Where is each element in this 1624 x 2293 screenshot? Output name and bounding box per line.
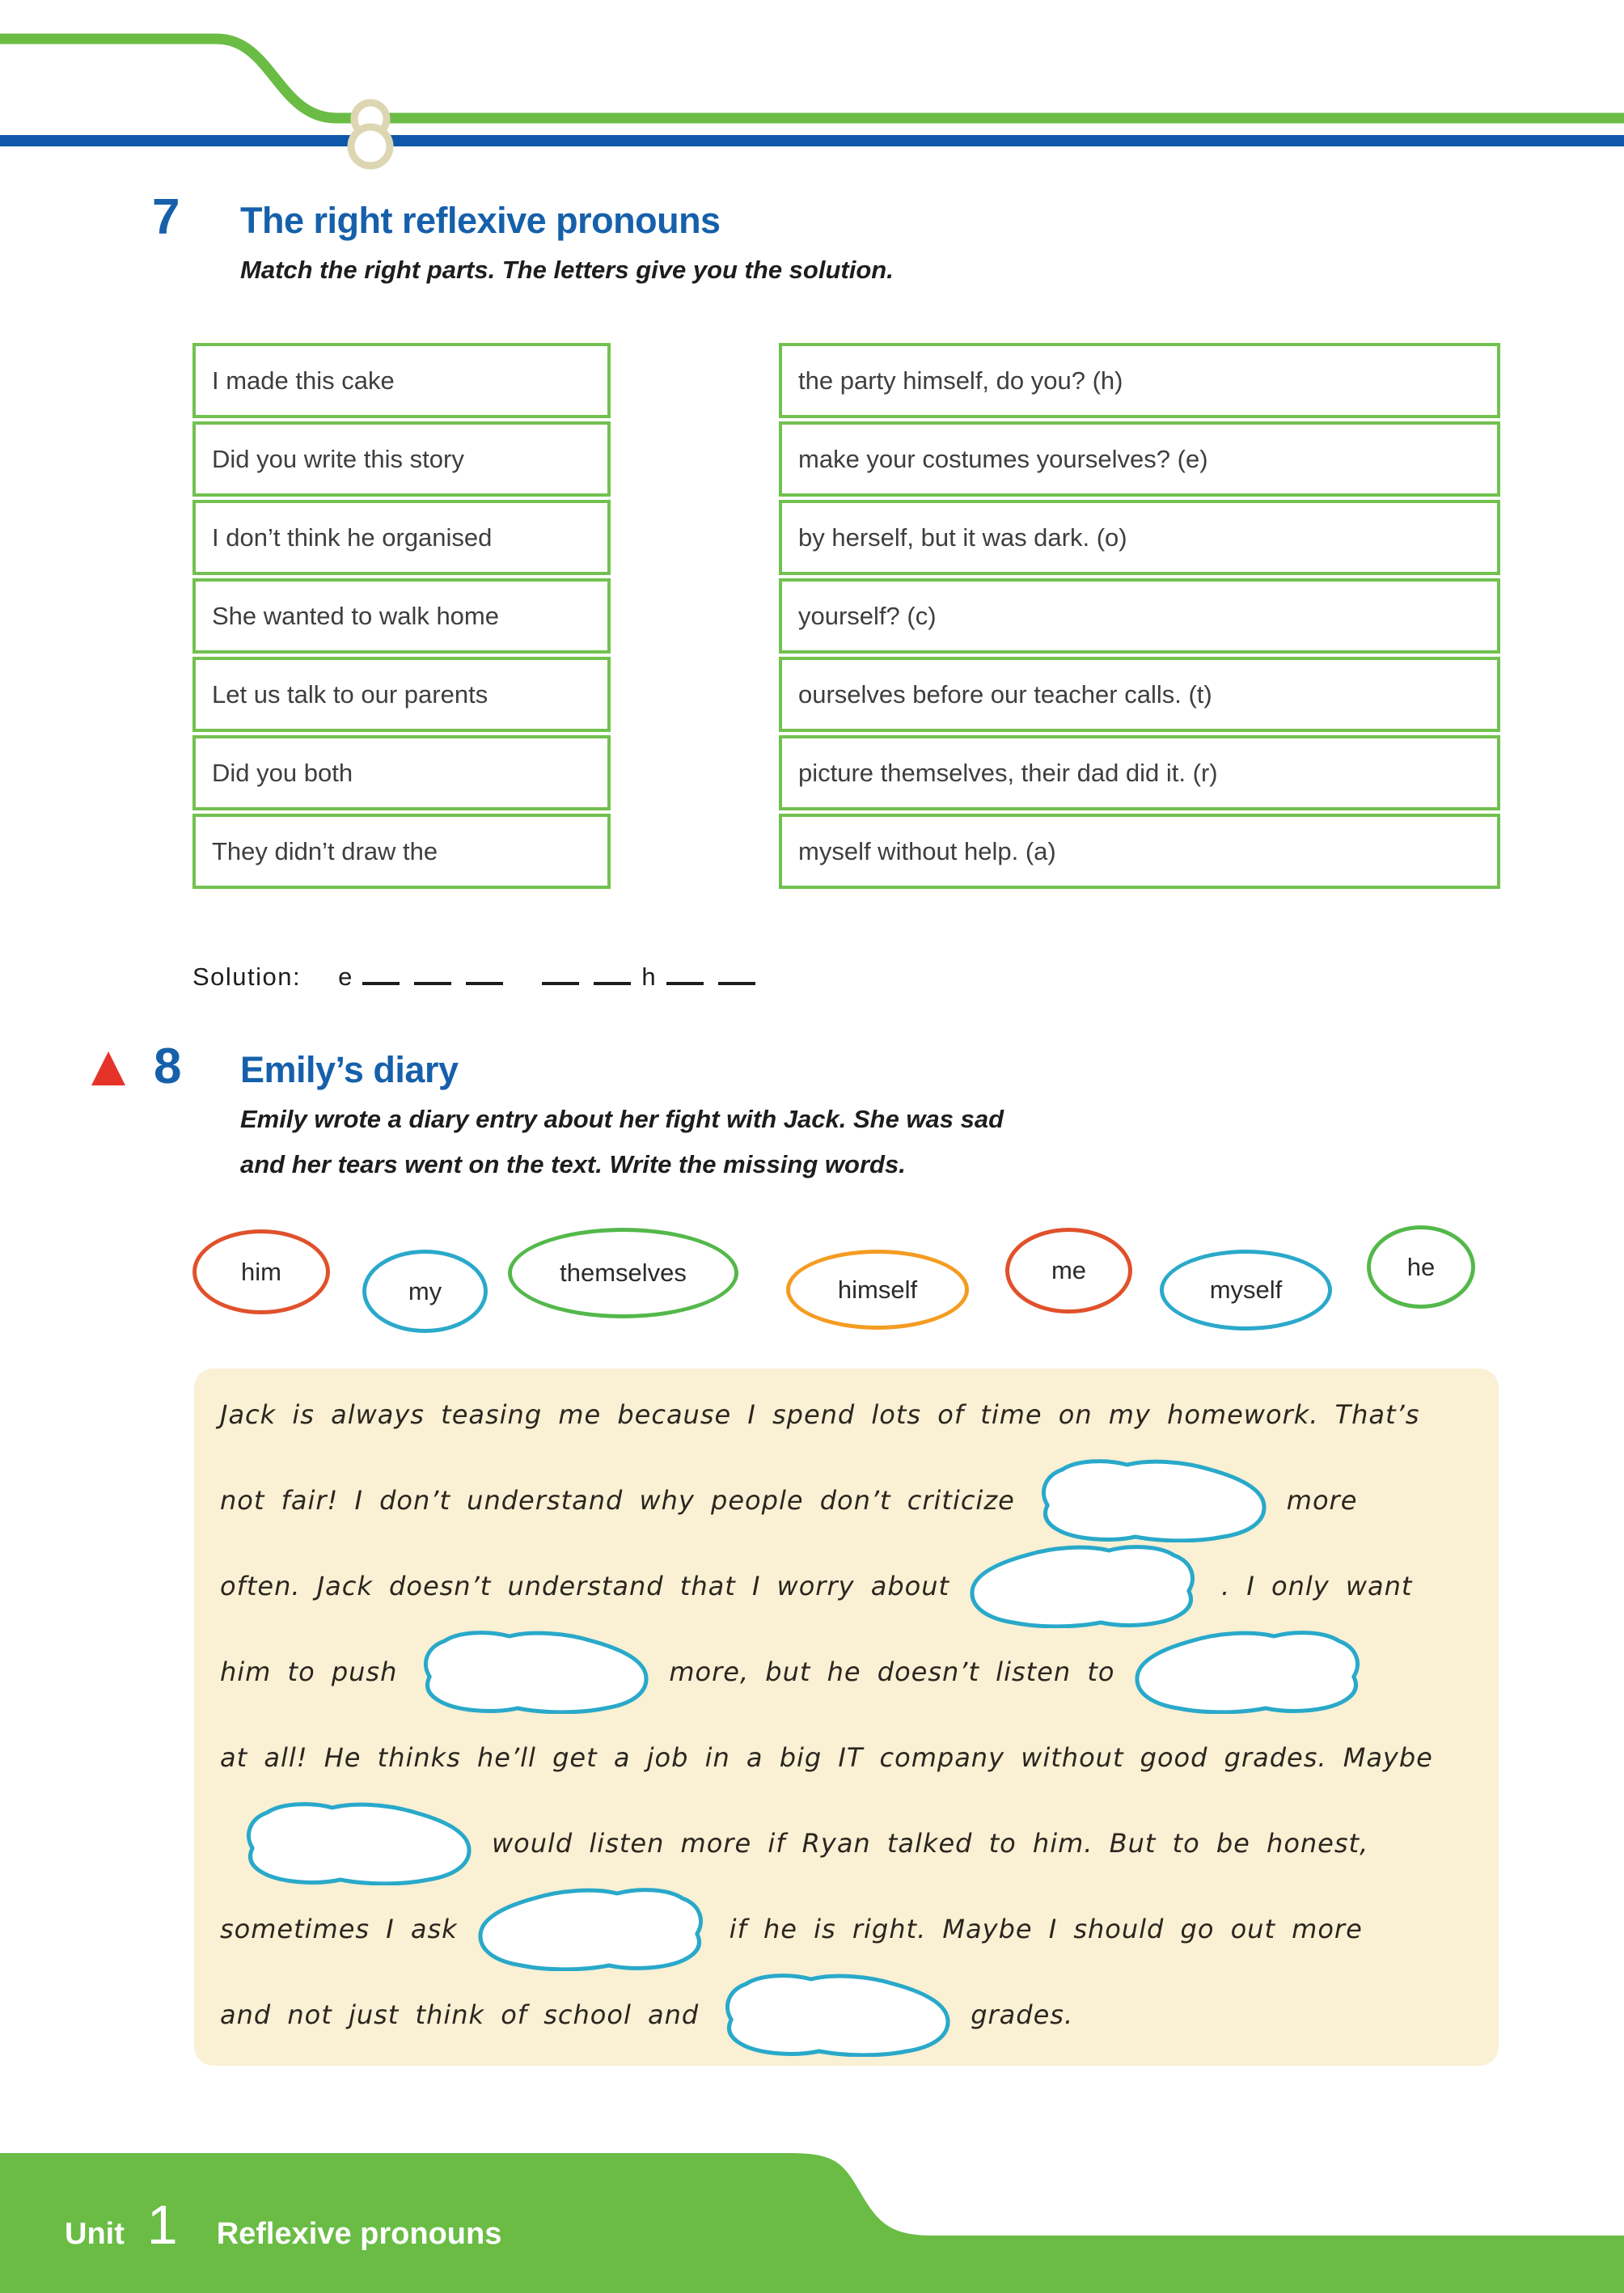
- match-grid: [192, 343, 1500, 889]
- match-right-item[interactable]: myself without help. (a): [779, 814, 1500, 889]
- match-left-item[interactable]: They didn’t draw the: [192, 814, 611, 889]
- diary-line: [220, 1800, 1479, 1886]
- diary-text: and not just think of school and: [220, 1999, 700, 2030]
- diary-text: Jack is always teasing me because I spend lots of time on my homework. That’s: [220, 1399, 1420, 1430]
- solution-letter: h: [641, 962, 656, 991]
- exercise8-instructions: [240, 1097, 1004, 1187]
- tear-blob-blank[interactable]: [705, 1973, 964, 2057]
- word-bank-label: him: [241, 1257, 281, 1286]
- diary-text: . I only want: [1221, 1571, 1413, 1601]
- footer-unit-label: Unit: [65, 2217, 125, 2251]
- solution-row: [192, 954, 763, 992]
- diary-line: [220, 1629, 1479, 1715]
- solution-blank[interactable]: [362, 954, 400, 985]
- tear-blob-blank[interactable]: [226, 1801, 485, 1885]
- header-ribbon: [0, 0, 1624, 186]
- tear-blob-blank[interactable]: [1021, 1458, 1280, 1542]
- diary-text: if he is right. Maybe I should go out more: [729, 1914, 1363, 1944]
- word-bank-label: me: [1051, 1256, 1087, 1284]
- diary-line: [220, 1886, 1479, 1972]
- match-right-item[interactable]: yourself? (c): [779, 578, 1500, 654]
- infinity-icon: [351, 103, 390, 166]
- diary-text: at all! He thinks he’ll get a job in a big IT company without good grades. Maybe: [220, 1742, 1433, 1773]
- word-bank-item[interactable]: [192, 1229, 330, 1314]
- word-bank-item[interactable]: [1367, 1225, 1475, 1309]
- tear-blob-blank[interactable]: [956, 1544, 1215, 1628]
- solution-blank[interactable]: [594, 954, 631, 985]
- match-right-item[interactable]: the party himself, do you? (h): [779, 343, 1500, 418]
- match-left-item[interactable]: I don’t think he organised: [192, 500, 611, 575]
- word-bank-item[interactable]: [1005, 1228, 1132, 1314]
- header-green-line: [0, 39, 1624, 118]
- solution-blank[interactable]: [666, 954, 704, 985]
- diary-line: [220, 1457, 1479, 1543]
- exercise7-number: 7: [152, 189, 180, 245]
- diary-text: more: [1286, 1485, 1358, 1516]
- diary-text: would listen more if Ryan talked to him. But to be honest,: [492, 1828, 1369, 1859]
- solution-tokens: [335, 954, 763, 992]
- exercise8-instructions-line2: and her tears went on the text. Write the missing words.: [240, 1150, 906, 1178]
- diary-line: [220, 1372, 1479, 1457]
- match-left-item[interactable]: Let us talk to our parents: [192, 657, 611, 732]
- solution-letter: e: [338, 962, 353, 991]
- footer-title: Reflexive pronouns: [216, 2217, 502, 2251]
- exercise8-title: Emily’s diary: [240, 1049, 459, 1090]
- word-bank-item[interactable]: [362, 1250, 488, 1333]
- solution-blank[interactable]: [542, 954, 579, 985]
- diary-text: grades.: [971, 1999, 1074, 2030]
- diary-text: not fair! I don’t understand why people don’t criticize: [220, 1485, 1015, 1516]
- diary-text: him to push: [220, 1656, 398, 1687]
- diary-line: [220, 1543, 1479, 1629]
- match-left-item[interactable]: Did you write this story: [192, 421, 611, 497]
- tear-blob-blank[interactable]: [1121, 1630, 1380, 1714]
- match-left-item[interactable]: She wanted to walk home: [192, 578, 611, 654]
- word-bank-label: he: [1406, 1252, 1436, 1281]
- match-right-item[interactable]: by herself, but it was dark. (o): [779, 500, 1500, 575]
- tear-blob-blank[interactable]: [464, 1887, 723, 1971]
- diary-text: often. Jack doesn’t understand that I worry about: [220, 1571, 950, 1601]
- solution-label: Solution:: [192, 962, 302, 991]
- diary-line: [220, 1715, 1479, 1800]
- match-left-item[interactable]: I made this cake: [192, 343, 611, 418]
- diary-panel: [194, 1369, 1499, 2066]
- diary-text: sometimes I ask: [220, 1914, 458, 1944]
- word-bank-item[interactable]: [508, 1228, 738, 1318]
- exercise7-instructions: Match the right parts. The letters give you the solution.: [240, 256, 894, 284]
- diary-lines: [220, 1372, 1479, 2058]
- match-right-item[interactable]: picture themselves, their dad did it. (r): [779, 735, 1500, 810]
- exercise8-instructions-line1: Emily wrote a diary entry about her fight with Jack. She was sad: [240, 1105, 1004, 1133]
- match-right-item[interactable]: ourselves before our teacher calls. (t): [779, 657, 1500, 732]
- match-right-item[interactable]: make your costumes yourselves? (e): [779, 421, 1500, 497]
- diary-text: more, but he doesn’t listen to: [669, 1656, 1115, 1687]
- solution-blank[interactable]: [414, 954, 451, 985]
- header-blue-bar: [0, 135, 1624, 146]
- word-bank-label: themselves: [560, 1259, 687, 1287]
- tear-blob-blank[interactable]: [404, 1630, 662, 1714]
- word-bank-label: myself: [1209, 1276, 1283, 1304]
- word-bank-label: himself: [837, 1275, 918, 1304]
- word-bank-item[interactable]: [786, 1250, 969, 1330]
- word-bank-label: my: [408, 1276, 442, 1305]
- match-left-item[interactable]: Did you both: [192, 735, 611, 810]
- solution-blank[interactable]: [466, 954, 503, 985]
- triangle-marker-icon: [91, 1051, 125, 1085]
- diary-line: [220, 1972, 1479, 2058]
- footer-unit-number: 1: [146, 2194, 178, 2256]
- exercise7-title: The right reflexive pronouns: [240, 200, 721, 241]
- footer-text: [65, 2194, 501, 2257]
- exercise8-number: 8: [154, 1039, 182, 1094]
- word-bank-item[interactable]: [1160, 1250, 1332, 1331]
- solution-blank[interactable]: [718, 954, 755, 985]
